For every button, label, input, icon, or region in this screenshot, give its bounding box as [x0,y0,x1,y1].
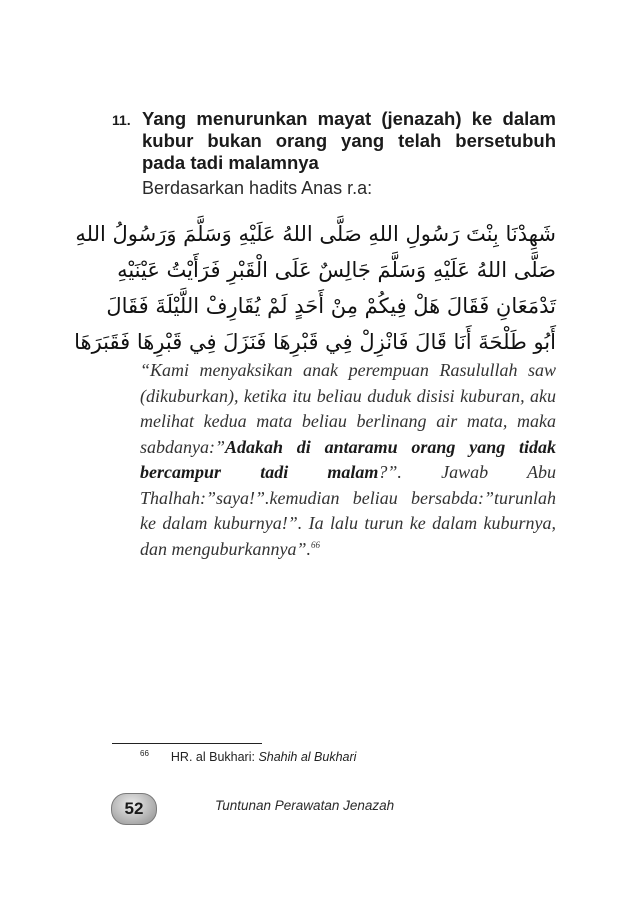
translation-text-2: ?”. Jawab Abu Thalhah:”saya!”.kemudian beliau bersabda:”turunlah ke dalam kuburnya!”. Ia lalu turun ke dalam kuburnya, dan menguburkannya”. [140,462,556,559]
footnote [140,749,356,764]
hadith-intro: Berdasarkan hadits Anas r.a: [142,178,373,198]
arabic-line: شَهِدْنَا بِنْتَ رَسُولِ اللهِ صَلَّى اللهُ عَلَيْهِ وَسَلَّمَ وَرَسُولُ اللهِ [75,222,556,246]
footnote-source: Shahih al Bukhari [258,750,357,765]
arabic-line: صَلَّى اللهُ عَلَيْهِ وَسَلَّمَ جَالِسٌ عَلَى الْقَبْرِ فَرَأَيْتُ عَيْنَيْهِ [117,258,556,282]
footnote-reference[interactable]: 66 [310,539,320,550]
footnote-text: HR. al Bukhari: [170,750,259,765]
arabic-line: تَدْمَعَانِ فَقَالَ هَلْ فِيكُمْ مِنْ أَحَدٍ لَمْ يُقَارِفْ اللَّيْلَةَ فَقَالَ [106,294,556,318]
footnote-marker: 66 [140,749,149,758]
arabic-hadith-text [74,216,556,360]
page-number-badge [111,793,157,825]
page-number: 52 [124,799,144,818]
translation-emphasis: Adakah di antaramu orang yang tidak bercampur tadi malam [140,436,556,482]
item-number: 11. [112,112,131,128]
item-heading: Yang menurunkan mayat (jenazah) ke dalam kubur bukan orang yang telah bersetubuh pada tadi malamnya [142,108,556,173]
list-item-11 [112,108,556,200]
hadith-translation [140,358,556,562]
arabic-line: أَبُو طَلْحَةَ أَنَا قَالَ فَانْزِلْ فِي قَبْرِهَا فَنَزَلَ فِي قَبْرِهَا فَقَبَرَهَا [74,330,556,354]
running-footer-title: Tuntunan Perawatan Jenazah [215,798,395,813]
translation-text-1: “Kami menyaksikan anak perempuan Rasulullah saw (dikuburkan), ketika itu beliau duduk disisi kuburan, aku melihat kedua mata beliau berlinang air mata, maka sabdanya:” [140,360,556,457]
footnote-divider [112,743,262,744]
